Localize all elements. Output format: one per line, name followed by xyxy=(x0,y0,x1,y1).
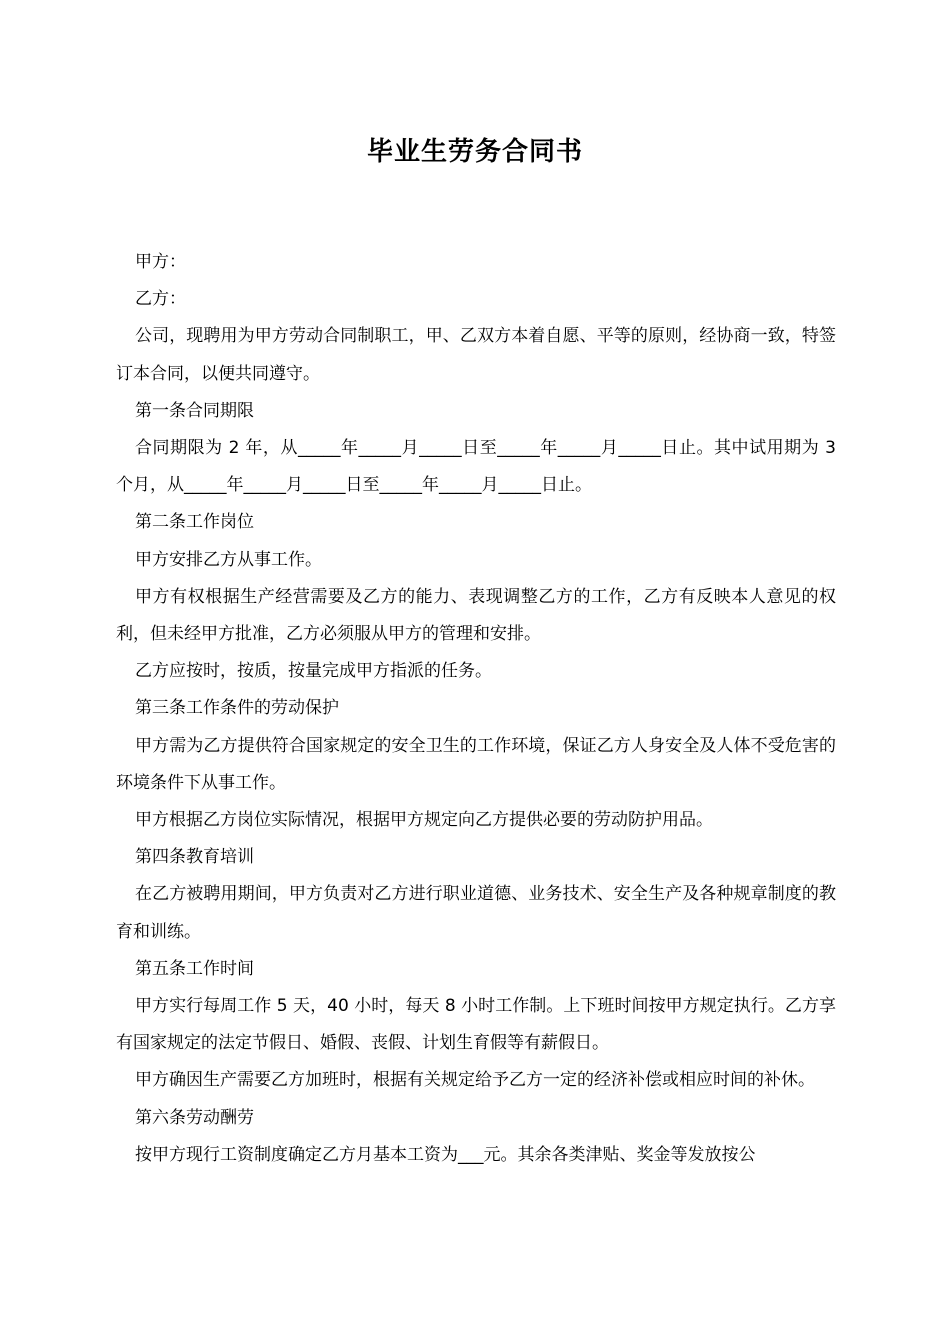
article-2-paragraph-3: 乙方应按时，按质，按量完成甲方指派的任务。 xyxy=(135,661,492,682)
preamble-paragraph: 公司，现聘用为甲方劳动合同制职工，甲、乙双方本着自愿、平等的原则，经协商一致，特签订本合同，以便共同遵守。 xyxy=(116,326,836,384)
article-1-heading: 第一条合同期限 xyxy=(135,400,254,421)
party-b-line: 乙方： xyxy=(135,289,186,310)
article-3-paragraph-1: 甲方需为乙方提供符合国家规定的安全卫生的工作环境，保证乙方人身安全及人体不受危害的环境条件下从事工作。 xyxy=(116,735,836,793)
article-5-paragraph-1: 甲方实行每周工作 5 天，40 小时，每天 8 小时工作制。上下班时间按甲方规定执行。乙方享有国家规定的法定节假日、婚假、丧假、计划生育假等有薪假日。 xyxy=(116,996,836,1054)
article-3-paragraph-2: 甲方根据乙方岗位实际情况，根据甲方规定向乙方提供必要的劳动防护用品。 xyxy=(135,810,713,831)
article-2-paragraph-1: 甲方安排乙方从事工作。 xyxy=(135,549,322,570)
document-body xyxy=(116,244,842,1174)
article-6-heading: 第六条劳动酬劳 xyxy=(135,1107,254,1128)
document-title: 毕业生劳务合同书 xyxy=(366,137,583,167)
article-5-paragraph-2: 甲方确因生产需要乙方加班时，根据有关规定给予乙方一定的经济补偿或相应时间的补休。 xyxy=(135,1070,815,1091)
article-4-heading: 第四条教育培训 xyxy=(135,847,254,868)
article-3-heading: 第三条工作条件的劳动保护 xyxy=(135,698,339,719)
article-6-paragraph: 按甲方现行工资制度确定乙方月基本工资为___元。其余各类津贴、奖金等发放按公 xyxy=(135,1144,756,1165)
article-4-paragraph: 在乙方被聘用期间，甲方负责对乙方进行职业道德、业务技术、安全生产及各种规章制度的教育和训练。 xyxy=(116,884,836,942)
article-2-paragraph-2: 甲方有权根据生产经营需要及乙方的能力、表现调整乙方的工作，乙方有反映本人意见的权利，但未经甲方批准，乙方必须服从甲方的管理和安排。 xyxy=(116,586,836,645)
article-5-heading: 第五条工作时间 xyxy=(135,958,254,979)
article-1-paragraph: 合同期限为 2 年，从_____年_____月_____日至_____年_____月_____日止。其中试用期为 3 个月，从_____年_____月_____日至_____年_____月_____日止。 xyxy=(116,438,842,496)
article-2-heading: 第二条工作岗位 xyxy=(135,512,254,533)
party-a-line: 甲方： xyxy=(135,252,186,272)
